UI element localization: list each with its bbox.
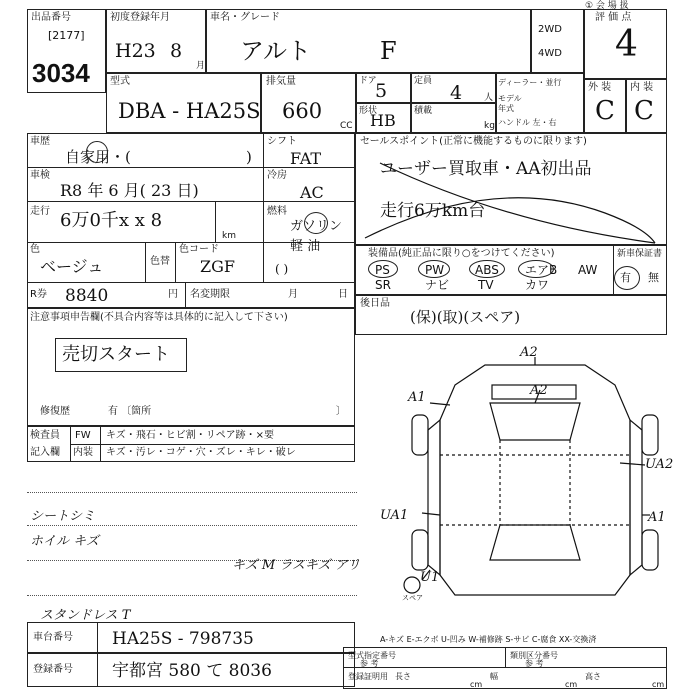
shift-value: FAT: [290, 149, 322, 168]
lot-sub: [2177]: [48, 29, 85, 42]
warranty-circle: [614, 266, 640, 290]
equip-airbag-circle: [518, 260, 554, 278]
tax-day: 日: [338, 289, 348, 300]
exterior-value: C: [595, 96, 615, 126]
mileage-label: 走行: [30, 206, 50, 217]
interior-value: C: [634, 96, 654, 126]
model-label: 型式: [110, 76, 130, 87]
sales-label: セールスポイント(正常に機能するものに限ります): [360, 136, 587, 147]
fuel-label: 燃料: [267, 206, 287, 217]
tax-label: 名変期限: [190, 289, 230, 300]
inspection-label: 車検: [30, 170, 50, 181]
diagram-mark-a2-roof: A2: [530, 383, 548, 398]
equip-abs-circle: [469, 260, 505, 278]
kg-unit: kg: [484, 121, 495, 131]
capacity-value: 4: [450, 82, 463, 104]
diagram-mark-ua1: UA1: [380, 508, 409, 523]
equip-tv: TV: [478, 278, 494, 292]
fuel-paren: ( ): [275, 262, 289, 276]
recycle-value: 8840: [65, 286, 109, 306]
model-value: DBA - HA25S: [118, 99, 261, 123]
equip-sr: SR: [375, 278, 391, 292]
diagram-mark-a1-left: A1: [408, 390, 426, 405]
handwritten-note1: シートシミ: [30, 509, 96, 524]
month-unit: 月: [196, 61, 206, 71]
cc-unit: CC: [340, 121, 353, 131]
fuel-circle: [304, 212, 328, 234]
cm-unit-3: cm: [652, 680, 665, 689]
doors-value: 5: [375, 80, 388, 102]
handwritten-note2: ホイル キズ: [30, 534, 99, 549]
aftermarket-value: (保)(取)(スペア): [410, 308, 521, 326]
diagram-mark-a2-top: A2: [520, 345, 538, 360]
diagram-mark-ua2: UA2: [645, 457, 674, 472]
fuel-value: ガソリン: [290, 219, 343, 234]
aircon-label: 冷房: [267, 170, 287, 181]
notes-label: 注意事項申告欄(不具合内容等は具体的に記入して下さい): [30, 312, 288, 323]
sales-cross-strike: [355, 133, 667, 245]
sales-line2: 走行6万km台: [380, 201, 486, 221]
history-value: 自家用・(: [65, 148, 131, 166]
aftermarket-label: 後日品: [360, 298, 390, 309]
mileage-value: 6万0千x x 8: [60, 210, 163, 231]
interior-label: 内 装: [630, 82, 654, 93]
form-label7: 幅: [490, 672, 498, 681]
dealer-label: ディーラー・並行: [498, 78, 562, 87]
warranty-value: 有: [620, 271, 631, 284]
first-reg-label: 初度登録年月: [110, 12, 170, 23]
handle-label: ハンドル 左・右: [498, 118, 557, 127]
aircon-value: AC: [300, 183, 324, 202]
equipment-label: 装備品(純正品に限り○をつけてください): [368, 248, 555, 259]
inspector-interior: 内装: [73, 447, 93, 458]
inspector-row2: キズ・汚レ・コゲ・穴・ズレ・キレ・破レ: [106, 447, 296, 458]
reg-value: 宇都宮 580 て 8036: [112, 661, 272, 681]
sales-line1: ユーザー買取車・AA初出品: [380, 159, 592, 179]
chassis-label: 車台番号: [33, 632, 73, 643]
displacement-value: 660: [282, 99, 323, 123]
yen-unit: 円: [168, 289, 178, 300]
equip-aw: AW: [578, 263, 598, 277]
color-value: ベージュ: [40, 257, 104, 276]
inspector-label1: 検査員: [30, 430, 60, 441]
reg-label: 登録番号: [33, 664, 73, 675]
form-label3: 類別区分番号: [510, 651, 558, 660]
form-label4: 参 考: [525, 659, 544, 668]
cm-unit-1: cm: [470, 680, 483, 689]
model-year-label: モデル: [498, 94, 522, 103]
lot-number: 3034: [32, 58, 90, 88]
drive-2wd: 2WD: [538, 24, 562, 35]
color-label: 色: [30, 244, 40, 255]
damage-legend: A-キズ E-エクボ U-凹み W-補修跡 S-サビ C-腐食 XX-交換済: [380, 635, 597, 644]
drive-box: [531, 9, 584, 73]
lot-label: 出品番号: [31, 12, 71, 23]
history-label: 車歴: [30, 136, 50, 147]
car-name: アルト: [240, 37, 312, 65]
top-right-note: ① 会 場 扱: [585, 1, 629, 11]
km-unit: km: [222, 231, 236, 241]
warranty-label: 新車保証書: [617, 249, 663, 259]
equip-ps-circle: [368, 260, 398, 278]
shape-label: 形状: [359, 106, 378, 116]
inspection-value: R8 年 6 月( 23 日): [60, 181, 199, 200]
drive-4wd: 4WD: [538, 48, 562, 59]
equip-pw-circle: [418, 260, 450, 278]
color-code-label: 色コード: [179, 244, 219, 255]
tax-month: 月: [288, 289, 298, 300]
history-circle: [86, 141, 108, 163]
equip-leather: カワ: [525, 278, 550, 292]
repair-end: 〕: [336, 406, 346, 417]
form-label5: 登録証明用: [348, 672, 388, 681]
grade-label: 評 価 点: [595, 12, 632, 23]
repair-label: 修復歴: [40, 406, 70, 417]
recycle-label: R券: [30, 289, 47, 300]
form-label8: 高さ: [585, 672, 601, 681]
history-value-end: ): [246, 148, 252, 166]
form-label2: 参 考: [360, 659, 379, 668]
equip-ps: PS: [375, 263, 390, 277]
grade-value: 4: [615, 24, 638, 65]
inspector-fw: FW: [75, 430, 91, 441]
inspector-row1: キズ・飛石・ヒビ割・リペア跡・×要: [106, 430, 274, 441]
car-name-label: 車名・グレード: [210, 12, 280, 23]
doors-label: ドア: [359, 76, 377, 86]
chassis-value: HA25S - 798735: [112, 629, 254, 649]
repair-value: 有 〔箇所: [108, 406, 152, 417]
capacity-label: 定員: [414, 76, 433, 86]
first-reg-month: 8: [170, 40, 183, 62]
shape-value: HB: [370, 111, 396, 130]
fuel-value2: 軽 油: [290, 239, 321, 254]
cm-unit-2: cm: [565, 680, 578, 689]
diagram-spare-label: スペア: [402, 594, 423, 602]
first-reg-era: H23: [115, 40, 156, 62]
handwritten-note4: スタンドレス T: [40, 608, 131, 623]
equip-pw: PW: [425, 263, 445, 277]
load-label: 積載: [414, 106, 433, 116]
displacement-label: 排気量: [266, 76, 296, 87]
diagram-mark-a1-right: A1: [648, 510, 666, 525]
model-year-label2: 年式: [498, 104, 514, 113]
person-unit: 人: [484, 93, 494, 103]
equip-abs: ABS: [475, 263, 499, 277]
form-label6: 長さ: [395, 672, 411, 681]
handwritten-note3: キズ M ラスキズ アリ: [232, 558, 361, 573]
color-no-label: 色替: [150, 256, 170, 267]
warranty-none: 無: [648, 271, 659, 284]
diagram-mark-u1: U1: [420, 570, 440, 585]
grade: F: [380, 37, 397, 65]
notes-value-frame: [55, 338, 187, 372]
equip-navi: ナビ: [425, 278, 450, 292]
notes-value: 売切スタート: [62, 344, 170, 365]
equip-airbag: エアB: [525, 263, 558, 277]
inspector-label2: 記入欄: [30, 447, 60, 458]
shift-label: シフト: [267, 136, 297, 147]
form-label1: 型式指定番号: [348, 651, 396, 660]
exterior-label: 外 装: [588, 82, 612, 93]
color-code-value: ZGF: [200, 257, 235, 276]
